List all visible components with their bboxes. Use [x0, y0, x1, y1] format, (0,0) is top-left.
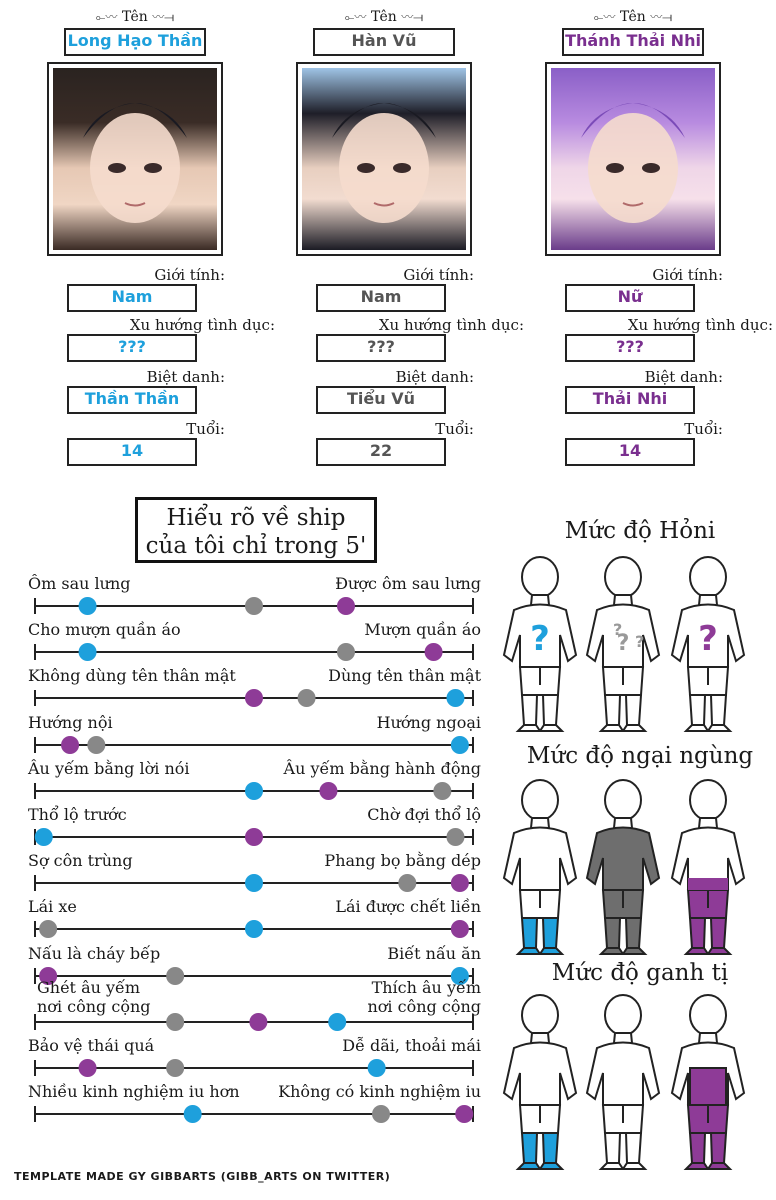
- orientation-label-0: Xu hướng tình dục:: [129, 316, 275, 334]
- age-box-1: 22: [316, 438, 446, 466]
- slider-left-label-0: Ôm sau lưng: [28, 574, 131, 593]
- slider-dot-purple-7: [451, 920, 469, 938]
- slider-dot-purple-11: [455, 1105, 473, 1123]
- slider-dot-blue-3: [451, 736, 469, 754]
- slider-dot-purple-9: [249, 1013, 267, 1031]
- nickname-box-2: Thải Nhi: [565, 386, 695, 414]
- orientation-label-2: Xu hướng tình dục:: [627, 316, 773, 334]
- gender-box-1: Nam: [316, 284, 446, 312]
- slider-track-5: [0, 825, 500, 849]
- slider-dot-purple-3: [61, 736, 79, 754]
- slider-dot-purple-10: [79, 1059, 97, 1077]
- slider-right-label-5: Chờ đợi thổ lộ: [367, 805, 481, 824]
- quiz-title-box: [135, 497, 377, 563]
- slider-right-label-6: Phang bọ bằng dép: [324, 851, 481, 871]
- figure-jealous-purple: [668, 993, 748, 1173]
- slider-right-label-3: Hướng ngoại: [376, 712, 481, 732]
- slider-dot-grey-2: [298, 689, 316, 707]
- quiz-title-line1: Hiểu rõ về ship: [166, 505, 346, 531]
- orientation-box-1: ???: [316, 334, 446, 362]
- nickname-label-1: Biệt danh:: [395, 368, 474, 386]
- age-label-0: Tuổi:: [186, 420, 225, 438]
- slider-track-6: [0, 871, 500, 895]
- slider-track-3: [0, 733, 500, 757]
- quiz-title-line2: của tôi chỉ trong 5': [145, 533, 367, 559]
- gender-box-0: Nam: [67, 284, 197, 312]
- character-portrait-1: [296, 62, 472, 256]
- slider-left-label-3: Hướng nội: [28, 712, 113, 732]
- slider-track-2: [0, 686, 500, 710]
- slider-track-4: [0, 779, 500, 803]
- orientation-box-0: ???: [67, 334, 197, 362]
- gender-box-2: Nữ: [565, 284, 695, 312]
- slider-dot-grey-10: [166, 1059, 184, 1077]
- nickname-box-0: Thần Thần: [67, 386, 197, 414]
- question-mark-icon: ?: [616, 631, 630, 656]
- figure-shy-grey: [583, 778, 663, 958]
- svg-text:?: ?: [635, 632, 645, 651]
- slider-dot-purple-0: [337, 597, 355, 615]
- slider-dot-purple-5: [245, 828, 263, 846]
- nickname-box-1: Tiểu Vũ: [316, 386, 446, 414]
- slider-dot-purple-2: [245, 689, 263, 707]
- character-portrait-2: [545, 62, 721, 256]
- ornament-right-icon: 〰⟞: [401, 10, 424, 24]
- gender-label-0: Giới tính:: [154, 266, 225, 284]
- slider-dot-grey-3: [87, 736, 105, 754]
- name-label-1: Tên: [370, 9, 397, 25]
- ornament-left-icon: ⟜〰: [344, 10, 367, 24]
- slider-dot-blue-1: [79, 643, 97, 661]
- ornament-left-icon: ⟜〰: [95, 10, 118, 24]
- slider-track-9: [0, 1010, 500, 1034]
- section-title-jealous: Mức độ ganh tị: [551, 960, 729, 986]
- slider-dot-grey-8: [166, 967, 184, 985]
- slider-track-0: [0, 594, 500, 618]
- slider-dot-blue-11: [184, 1105, 202, 1123]
- slider-dot-grey-0: [245, 597, 263, 615]
- figure-jealous-grey: [583, 993, 663, 1173]
- ornament-right-icon: 〰⟞: [152, 10, 175, 24]
- figure-shy-blue: [500, 778, 580, 958]
- orientation-box-2: ???: [565, 334, 695, 362]
- figure-honi-blue: [500, 555, 580, 735]
- section-title-honi: Mức độ Hỏni: [564, 518, 716, 544]
- slider-dot-purple-6: [451, 874, 469, 892]
- name-header-2: [563, 8, 703, 25]
- slider-dot-blue-0: [79, 597, 97, 615]
- slider-dot-grey-6: [398, 874, 416, 892]
- footer-credit: TEMPLATE MADE GY GIBBARTS (GIBB_ARTS ON TWITTER): [14, 1170, 391, 1183]
- name-box-2: Thánh Thải Nhi: [562, 28, 704, 56]
- slider-dot-blue-4: [245, 782, 263, 800]
- slider-right-label-4: Âu yếm bằng hành động: [283, 758, 481, 778]
- nickname-label-0: Biệt danh:: [146, 368, 225, 386]
- name-header-0: [65, 8, 205, 25]
- slider-right-label-9: Thích âu yếm nơi công cộng: [367, 977, 481, 1016]
- age-label-1: Tuổi:: [435, 420, 474, 438]
- name-label-2: Tên: [619, 9, 646, 25]
- slider-dot-blue-6: [245, 874, 263, 892]
- slider-left-label-8: Nấu là cháy bếp: [28, 943, 161, 963]
- name-header-1: [314, 8, 454, 25]
- slider-dot-grey-4: [433, 782, 451, 800]
- slider-left-label-2: Không dùng tên thân mật: [28, 666, 236, 686]
- slider-left-label-1: Cho mượn quần áo: [28, 620, 181, 640]
- age-box-2: 14: [565, 438, 695, 466]
- slider-right-label-7: Lái được chết liền: [335, 897, 481, 917]
- slider-track-1: [0, 640, 500, 664]
- slider-dot-blue-10: [368, 1059, 386, 1077]
- figure-shy-purple: [668, 778, 748, 958]
- slider-left-label-5: Thổ lộ trước: [28, 805, 127, 824]
- slider-dot-blue-5: [35, 828, 53, 846]
- age-label-2: Tuổi:: [684, 420, 723, 438]
- slider-dot-blue-9: [328, 1013, 346, 1031]
- slider-dot-grey-7: [39, 920, 57, 938]
- slider-left-label-7: Lái xe: [28, 897, 77, 917]
- slider-dot-grey-11: [372, 1105, 390, 1123]
- figure-jealous-blue: [500, 993, 580, 1173]
- section-title-shy: Mức độ ngại ngùng: [526, 743, 754, 769]
- slider-track-7: [0, 917, 500, 941]
- slider-right-label-0: Được ôm sau lưng: [335, 574, 481, 593]
- slider-dot-grey-5: [446, 828, 464, 846]
- slider-left-label-11: Nhiều kinh nghiệm iu hơn: [28, 1082, 240, 1102]
- slider-track-10: [0, 1056, 500, 1080]
- slider-dot-purple-4: [319, 782, 337, 800]
- slider-dot-blue-7: [245, 920, 263, 938]
- ornament-left-icon: ⟜〰: [593, 10, 616, 24]
- slider-left-label-9: Ghét âu yếm nơi công cộng: [37, 977, 151, 1016]
- name-box-0: Long Hạo Thần: [64, 28, 206, 56]
- slider-dot-blue-2: [446, 689, 464, 707]
- slider-left-label-6: Sợ côn trùng: [28, 851, 133, 871]
- gender-label-1: Giới tính:: [403, 266, 474, 284]
- slider-right-label-10: Dễ dãi, thoải mái: [342, 1036, 481, 1055]
- slider-track-11: [0, 1102, 500, 1126]
- slider-right-label-2: Dùng tên thân mật: [328, 666, 481, 686]
- slider-dot-purple-1: [425, 643, 443, 661]
- orientation-label-1: Xu hướng tình dục:: [378, 316, 524, 334]
- question-mark-icon: ?: [530, 619, 550, 659]
- slider-right-label-8: Biết nấu ăn: [387, 943, 481, 963]
- gender-label-2: Giới tính:: [652, 266, 723, 284]
- svg-text:?: ?: [613, 620, 623, 639]
- slider-right-label-11: Không có kinh nghiệm iu: [278, 1082, 481, 1102]
- age-box-0: 14: [67, 438, 197, 466]
- figure-honi-grey: [583, 555, 663, 735]
- figure-honi-purple: [668, 555, 748, 735]
- name-box-1: Hàn Vũ: [313, 28, 455, 56]
- slider-dot-grey-9: [166, 1013, 184, 1031]
- nickname-label-2: Biệt danh:: [644, 368, 723, 386]
- question-mark-icon: ?: [698, 619, 718, 659]
- slider-right-label-1: Mượn quần áo: [364, 620, 481, 640]
- slider-dot-grey-1: [337, 643, 355, 661]
- name-label-0: Tên: [121, 9, 148, 25]
- ornament-right-icon: 〰⟞: [650, 10, 673, 24]
- slider-left-label-4: Âu yếm bằng lời nói: [28, 758, 190, 778]
- slider-left-label-10: Bảo vệ thái quá: [28, 1036, 155, 1055]
- character-portrait-0: [47, 62, 223, 256]
